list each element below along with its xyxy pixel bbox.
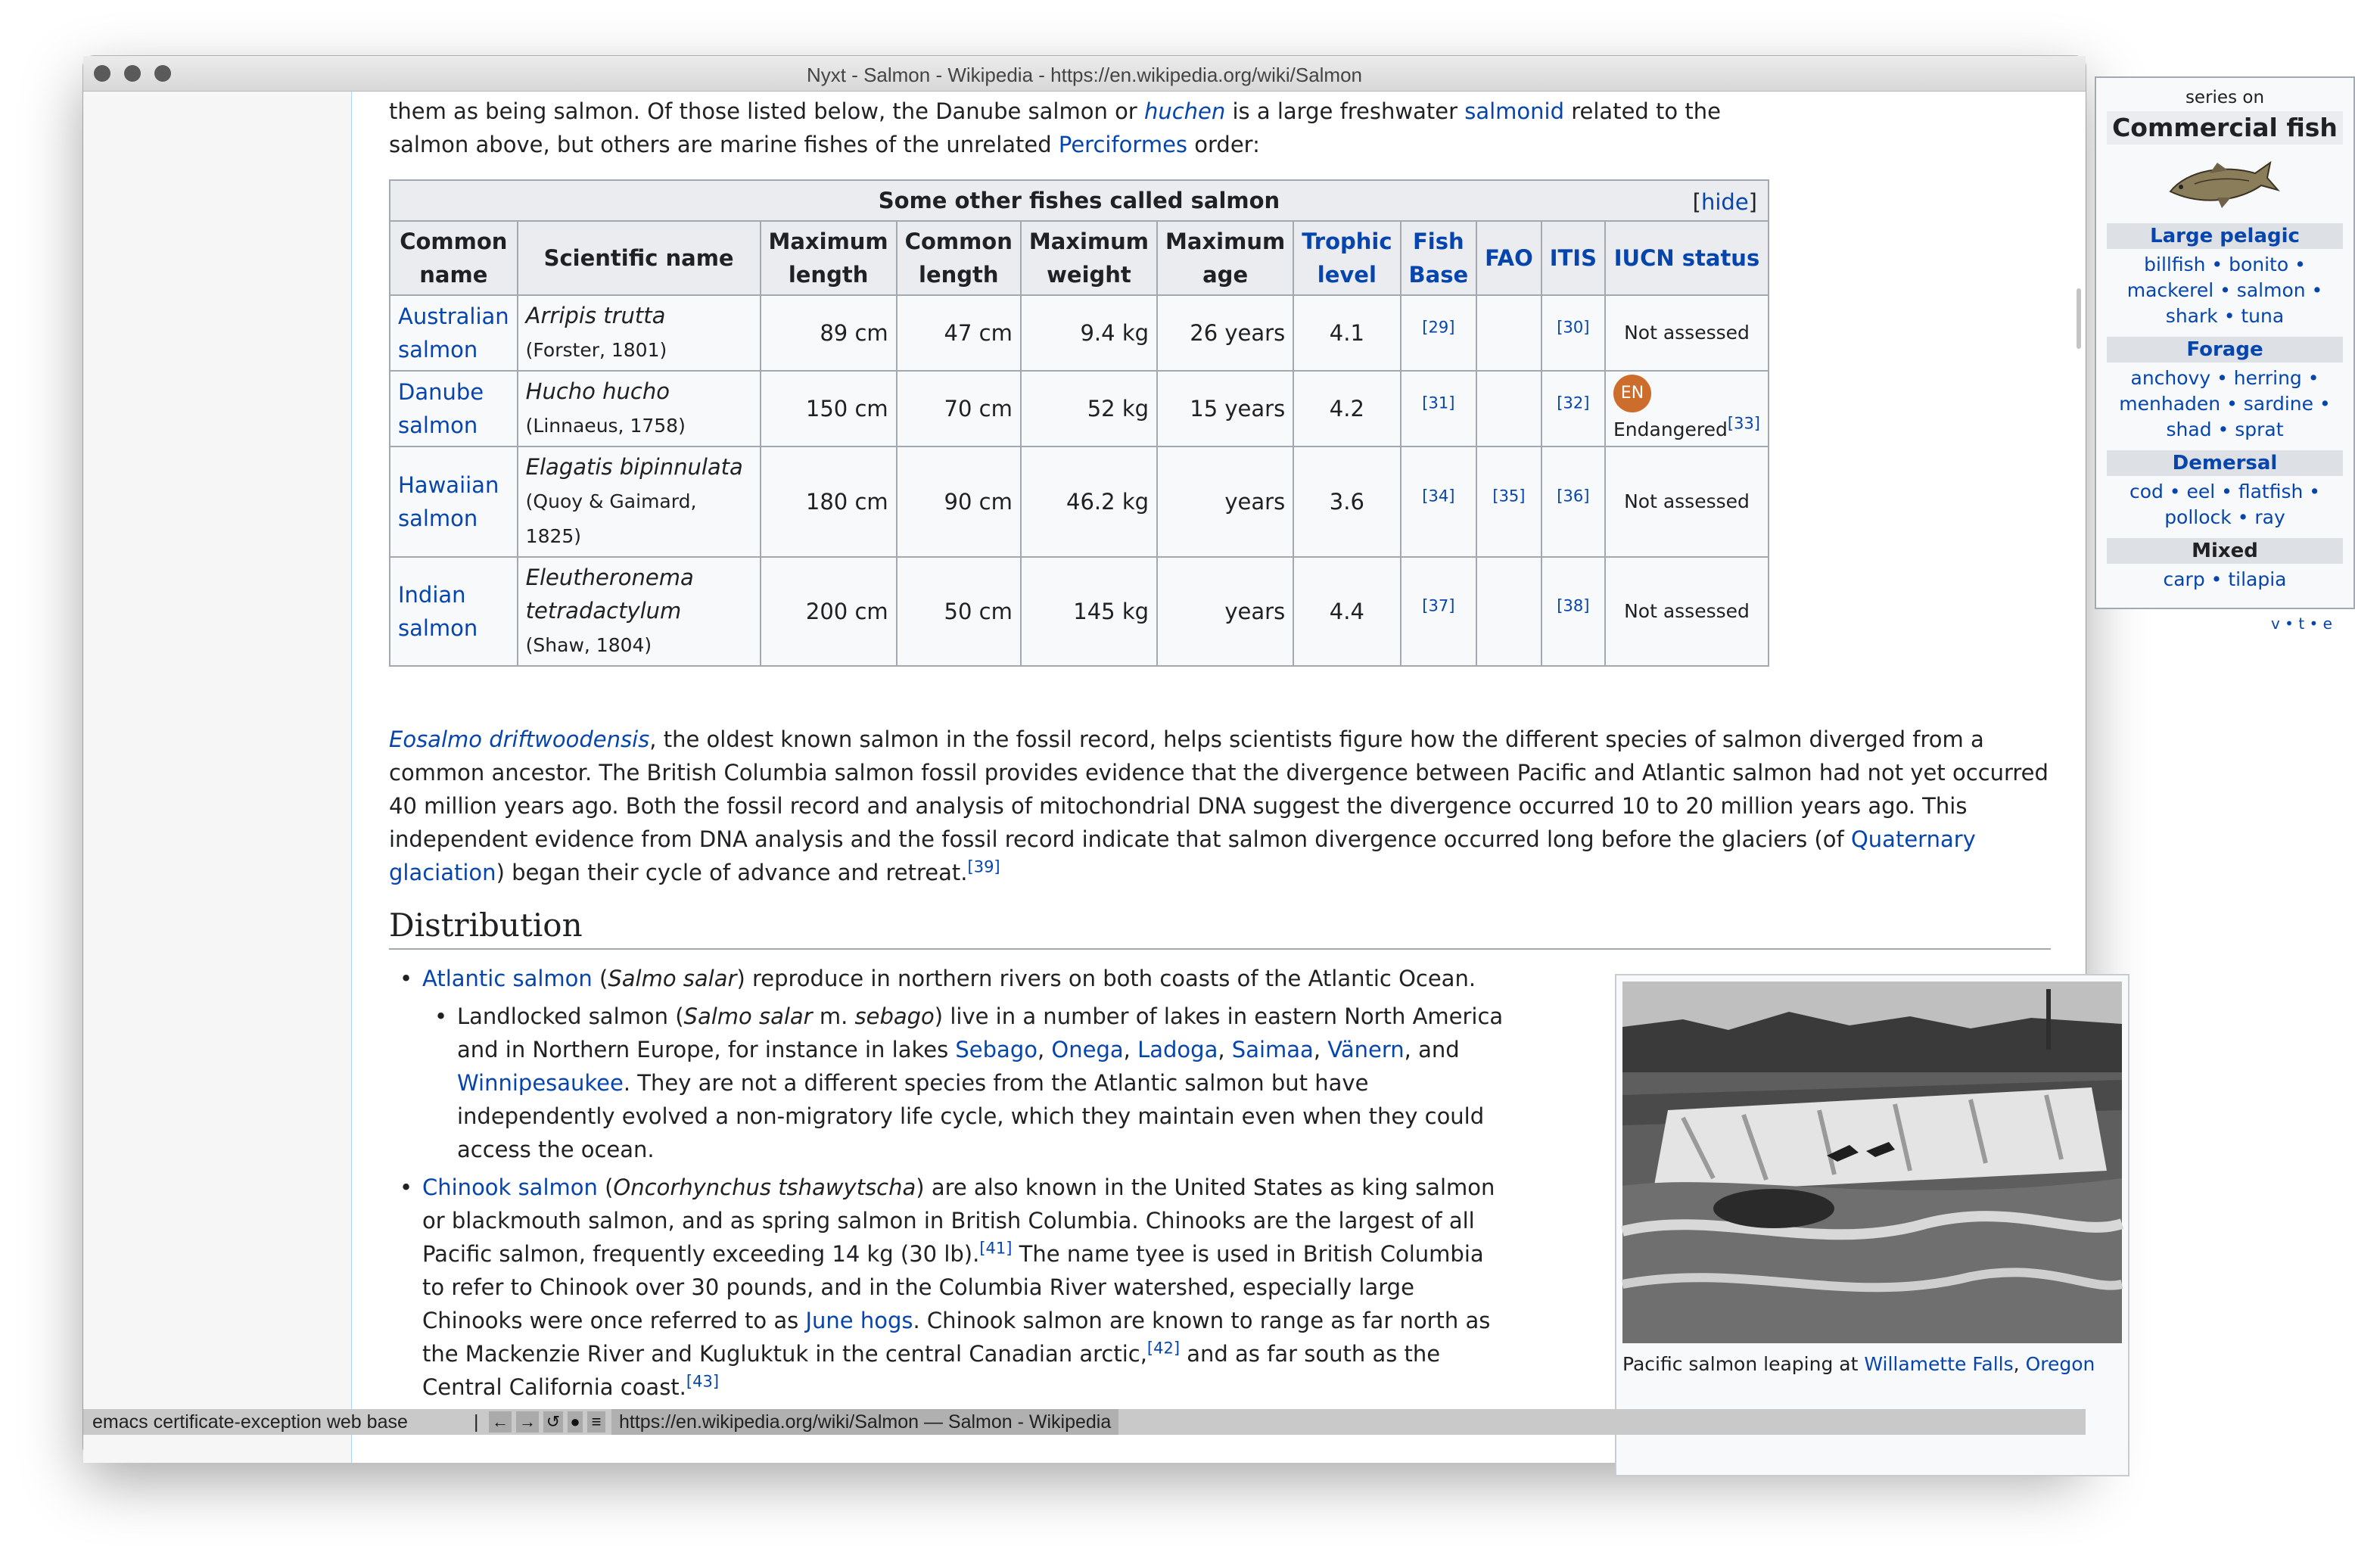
navbox-forage-list[interactable]: anchovy • herring • menhaden • sardine • shad • sprat <box>2119 367 2331 440</box>
lake-saimaa-link[interactable]: Saimaa <box>1231 1037 1314 1062</box>
title-bar <box>83 56 2086 92</box>
ref-33[interactable]: [33] <box>1727 414 1760 433</box>
willamette-falls-figure <box>1615 974 2129 1476</box>
current-url[interactable]: https://en.wikipedia.org/wiki/Salmon — Salmon - Wikipedia <box>611 1409 1118 1435</box>
hawaiian-salmon-link[interactable]: Hawaiian salmon <box>398 472 499 531</box>
danube-salmon-link[interactable]: Danube salmon <box>398 379 484 438</box>
col-iucn-status[interactable]: IUCN status <box>1605 221 1769 295</box>
lake-winnipesaukee-link[interactable]: Winnipesaukee <box>457 1070 624 1096</box>
huchen-link[interactable]: huchen <box>1143 98 1226 124</box>
page-left-margin <box>83 92 352 1463</box>
col-scientific-name: Scientific name <box>518 221 761 295</box>
lake-sebago-link[interactable]: Sebago <box>955 1037 1038 1062</box>
table-caption: Some other fishes called salmon [hide] <box>390 180 1769 221</box>
col-max-length: Maximum length <box>761 221 897 295</box>
scrollbar-thumb[interactable] <box>2077 288 2081 349</box>
intro-paragraph: them as being salmon. Of those listed below, the Danube salmon or huchen is a large freshwater salmonid related to the salmon above, but others are marine fishes of the unrelated Perciformes order: <box>389 98 1721 157</box>
navbox-forage-heading[interactable]: Forage <box>2107 337 2343 362</box>
perciformes-link[interactable]: Perciformes <box>1058 132 1188 157</box>
navbox-above: series on <box>2185 88 2265 107</box>
browser-window <box>83 56 2338 1458</box>
status-bar: emacs certificate-exception web base | ← → ↺ ● ≡ https://en.wikipedia.org/wiki/Salmon — Salmon - Wikipedia <box>83 1409 2086 1435</box>
atlantic-salmon-link[interactable]: Atlantic salmon <box>422 966 593 991</box>
other-salmon-table <box>389 179 1769 667</box>
table-header-row <box>390 221 1769 295</box>
navbox-title: Commercial fish <box>2107 111 2343 145</box>
june-hogs-link[interactable]: June hogs <box>805 1308 913 1333</box>
col-common-name: Common name <box>390 221 518 295</box>
navbox-demersal-list[interactable]: cod • eel • flatfish • pollock • ray <box>2129 481 2321 528</box>
menu-icon[interactable]: ≡ <box>587 1411 605 1433</box>
col-max-weight: Maximum weight <box>1021 221 1157 295</box>
ref-35[interactable]: [35] <box>1492 487 1526 506</box>
ref-39[interactable]: [39] <box>967 857 1000 876</box>
reload-icon[interactable]: ↺ <box>543 1411 563 1433</box>
list-item: • Landlocked salmon (Salmo salar m. sebago) live in a number of lakes in eastern North America and in Northern Europe, for instance in lakes Sebago, Onega, Ladoga, Saimaa, Vänern, and Winnipesaukee. They are not a different species from the Atlantic salmon but have independently evolved a non-migratory life cycle, which they maintain even when they could access the ocean. <box>389 1000 1509 1166</box>
salmon-leaping-photo[interactable] <box>1622 982 2122 1343</box>
ref-37[interactable]: [37] <box>1422 596 1455 615</box>
navbox-vte-links[interactable]: v • t • e <box>2270 614 2332 633</box>
col-common-length: Common length <box>897 221 1021 295</box>
ref-32[interactable]: [32] <box>1557 394 1590 412</box>
col-fao[interactable]: FAO <box>1476 221 1541 295</box>
distribution-list <box>389 962 1509 1404</box>
col-max-age: Maximum age <box>1157 221 1293 295</box>
distribution-heading: Distribution <box>389 903 2051 950</box>
table-hide-toggle[interactable]: hide <box>1700 189 1749 215</box>
list-item: • Atlantic salmon (Salmo salar) reproduce in northern rivers on both coasts of the Atlantic Ocean. <box>389 962 1509 995</box>
web-view[interactable] <box>83 88 2338 1463</box>
table-row: Indian salmon Eleutheronema tetradactylum (Shaw, 1804) 200 cm 50 cm 145 kg years 4.4 [37] [38] Not assessed <box>390 557 1769 666</box>
table-row: Australian salmon Arripis trutta (Forster, 1801) 89 cm 47 cm 9.4 kg 26 years 4.1 [29] [30] Not assessed <box>390 295 1769 371</box>
ref-42[interactable]: [42] <box>1146 1339 1181 1358</box>
navbox-mixed-heading: Mixed <box>2107 538 2343 564</box>
navbox-demersal-heading[interactable]: Demersal <box>2107 450 2343 476</box>
willamette-falls-link[interactable]: Willamette Falls <box>1864 1353 2014 1375</box>
list-item: • Chinook salmon (Oncorhynchus tshawytscha) are also known in the United States as king salmon or blackmouth salmon, and as spring salmon in British Columbia. Chinooks are the largest of all Pacific salmon, frequently exceeding 14 kg (30 lb).[41] The name tyee is used in British Columbia to refer to Chinook over 30 pounds, and in the Columbia River watershed, especially large Chinooks were once referred to as June hogs. Chinook salmon are known to range as far north as the Mackenzie River and Kugluktuk in the central Canadian arctic,[42] and as far south as the Central California coast.[43] <box>389 1171 1509 1404</box>
lake-onega-link[interactable]: Onega <box>1051 1037 1124 1062</box>
eosalmo-link[interactable]: Eosalmo driftwoodensis <box>389 726 650 752</box>
salmonid-link[interactable]: salmonid <box>1464 98 1565 124</box>
col-itis[interactable]: ITIS <box>1541 221 1605 295</box>
navbox-large-pelagic-heading[interactable]: Large pelagic <box>2107 223 2343 249</box>
forward-arrow-icon[interactable]: → <box>516 1411 539 1433</box>
ref-38[interactable]: [38] <box>1557 596 1590 615</box>
col-fishbase[interactable]: Fish Base <box>1401 221 1477 295</box>
chinook-salmon-link[interactable]: Chinook salmon <box>422 1174 598 1200</box>
ref-43[interactable]: [43] <box>686 1372 720 1391</box>
mode-list[interactable]: emacs certificate-exception web base <box>92 1411 408 1433</box>
ref-36[interactable]: [36] <box>1557 487 1590 506</box>
australian-salmon-link[interactable]: Australian salmon <box>398 303 509 362</box>
lake-ladoga-link[interactable]: Ladoga <box>1137 1037 1218 1062</box>
quaternary-glaciation-link[interactable]: Quaternary glaciation <box>389 826 1976 885</box>
navbox-large-pelagic-list[interactable]: billfish • bonito • mackerel • salmon • shark • tuna <box>2126 254 2323 327</box>
indian-salmon-link[interactable]: Indian salmon <box>398 582 478 641</box>
window-title: Nyxt - Salmon - Wikipedia - https://en.wikipedia.org/wiki/Salmon <box>806 64 1363 86</box>
navbox-mixed-list[interactable]: carp • tilapia <box>2163 568 2287 590</box>
stop-icon[interactable]: ● <box>568 1411 583 1433</box>
waterfall-image <box>1622 982 2122 1343</box>
fish-icon <box>2164 148 2285 216</box>
table-row: Hawaiian salmon Elagatis bipinnulata (Quoy & Gaimard, 1825) 180 cm 90 cm 46.2 kg years 3.6 [34] [35] [36] Not assessed <box>390 446 1769 557</box>
ref-34[interactable]: [34] <box>1422 487 1455 506</box>
ref-31[interactable]: [31] <box>1422 394 1455 412</box>
back-arrow-icon[interactable]: ← <box>489 1411 512 1433</box>
fossil-paragraph: Eosalmo driftwoodensis, the oldest known salmon in the fossil record, helps scientists figure how the different species of salmon diverged from a common ancestor. The British Columbia salmon fossil provides evidence that the divergence between Pacific and Atlantic salmon had not yet occurred 40 million years ago. Both the fossil record and analysis of mitochondrial DNA suggest the divergence occurred 10 to 20 million years ago. This independent evidence from DNA analysis and the fossil record indicate that salmon divergence occurred long before the glaciers (of Quaternary glaciation) began their cycle of advance and retreat.[39] <box>389 726 2049 885</box>
ref-29[interactable]: [29] <box>1422 318 1455 337</box>
ref-41[interactable]: [41] <box>979 1239 1013 1258</box>
figure-caption: Pacific salmon leaping at Willamette Falls, Oregon <box>1622 1353 2095 1375</box>
endangered-badge-icon[interactable]: EN <box>1613 375 1651 412</box>
ref-30[interactable]: [30] <box>1557 318 1590 337</box>
lake-vanern-link[interactable]: Vänern <box>1327 1037 1405 1062</box>
col-trophic-level[interactable]: Trophic level <box>1293 221 1400 295</box>
table-row: Danube salmon Hucho hucho (Linnaeus, 1758) 150 cm 70 cm 52 kg 15 years 4.2 [31] [32] EN Endangered[33] <box>390 371 1769 446</box>
oregon-link[interactable]: Oregon <box>2025 1353 2095 1375</box>
commercial-fish-navbox <box>2095 76 2355 633</box>
